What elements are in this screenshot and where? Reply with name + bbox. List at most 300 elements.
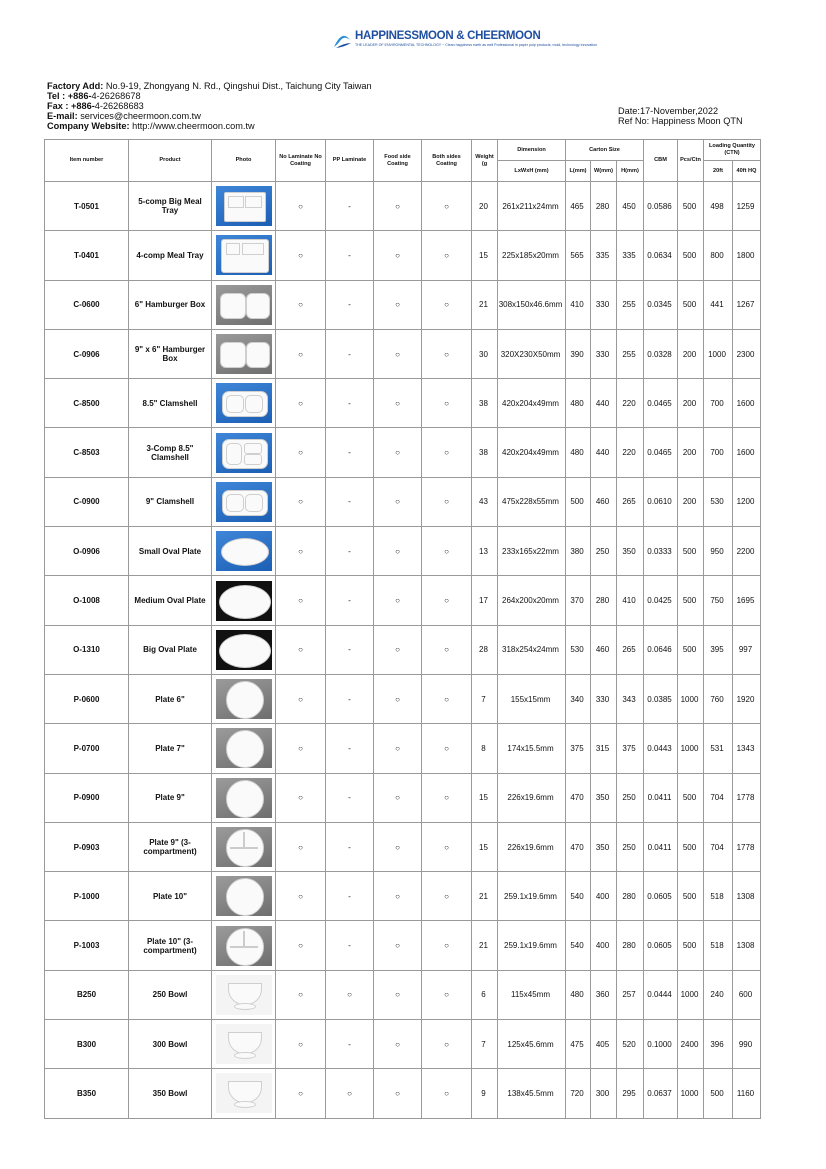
weight-value: 15 bbox=[472, 231, 498, 280]
carton-l-value: 470 bbox=[566, 773, 591, 822]
weight-value: 30 bbox=[472, 329, 498, 378]
food-side-coating-mark: ○ bbox=[374, 822, 422, 871]
both-sides-coating-mark: ○ bbox=[422, 674, 472, 723]
food-side-coating-mark: ○ bbox=[374, 773, 422, 822]
food-side-coating-mark: ○ bbox=[374, 625, 422, 674]
no-laminate-mark: ○ bbox=[276, 724, 326, 773]
cbm-value: 0.0385 bbox=[644, 674, 678, 723]
carton-h-value: 257 bbox=[617, 970, 644, 1019]
no-laminate-mark: ○ bbox=[276, 231, 326, 280]
weight-value: 7 bbox=[472, 1020, 498, 1069]
carton-h-value: 520 bbox=[617, 1020, 644, 1069]
carton-l-value: 565 bbox=[566, 231, 591, 280]
carton-l-value: 390 bbox=[566, 329, 591, 378]
no-laminate-mark: ○ bbox=[276, 625, 326, 674]
header-carton-h: H(mm) bbox=[617, 161, 644, 182]
carton-h-value: 350 bbox=[617, 527, 644, 576]
carton-w-value: 250 bbox=[591, 527, 617, 576]
pp-laminate-mark: - bbox=[326, 773, 374, 822]
weight-value: 9 bbox=[472, 1069, 498, 1118]
carton-h-value: 255 bbox=[617, 280, 644, 329]
header-dimension-sub: LxWxH (mm) bbox=[498, 161, 566, 182]
no-laminate-mark: ○ bbox=[276, 1069, 326, 1118]
dimension-value: 420x204x49mm bbox=[498, 379, 566, 428]
brand-name: HAPPINESSMOON & CHEERMOON bbox=[355, 30, 541, 42]
quote-date: Date:17-November,2022 bbox=[618, 106, 719, 116]
telephone: Tel : +886-4-26268678 bbox=[47, 91, 141, 101]
pp-laminate-mark: - bbox=[326, 231, 374, 280]
product-name: 300 Bowl bbox=[129, 1020, 212, 1069]
table-row bbox=[45, 477, 761, 526]
item-number: B250 bbox=[45, 970, 129, 1019]
no-laminate-mark: ○ bbox=[276, 674, 326, 723]
header-both-sides-coating: Both sides Coating bbox=[422, 140, 472, 182]
header-product: Product bbox=[129, 140, 212, 182]
both-sides-coating-mark: ○ bbox=[422, 527, 472, 576]
loading-20ft-value: 950 bbox=[704, 527, 733, 576]
product-name: Plate 9" (3-compartment) bbox=[129, 822, 212, 871]
cbm-value: 0.0465 bbox=[644, 379, 678, 428]
pp-laminate-mark: - bbox=[326, 182, 374, 231]
photo-cell bbox=[212, 379, 276, 428]
carton-h-value: 220 bbox=[617, 379, 644, 428]
product-name: Plate 6" bbox=[129, 674, 212, 723]
loading-40ft-value: 1160 bbox=[733, 1069, 761, 1118]
weight-value: 8 bbox=[472, 724, 498, 773]
pcs-per-ctn-value: 500 bbox=[678, 773, 704, 822]
loading-40ft-value: 1920 bbox=[733, 674, 761, 723]
carton-l-value: 475 bbox=[566, 1020, 591, 1069]
dimension-value: 125x45.6mm bbox=[498, 1020, 566, 1069]
pp-laminate-mark: - bbox=[326, 477, 374, 526]
quote-ref-no: Ref No: Happiness Moon QTN bbox=[618, 116, 743, 126]
pcs-per-ctn-value: 1000 bbox=[678, 724, 704, 773]
clamshell-photo bbox=[216, 482, 272, 522]
pp-laminate-mark: ○ bbox=[326, 1069, 374, 1118]
item-number: T-0401 bbox=[45, 231, 129, 280]
pp-laminate-mark: - bbox=[326, 822, 374, 871]
header-pcs-per-ctn: Pcs/Ctn bbox=[678, 140, 704, 182]
company-logo bbox=[332, 30, 598, 52]
photo-cell bbox=[212, 773, 276, 822]
weight-value: 13 bbox=[472, 527, 498, 576]
loading-40ft-value: 997 bbox=[733, 625, 761, 674]
weight-value: 20 bbox=[472, 182, 498, 231]
dimension-value: 308x150x46.6mm bbox=[498, 280, 566, 329]
both-sides-coating-mark: ○ bbox=[422, 625, 472, 674]
photo-cell bbox=[212, 724, 276, 773]
food-side-coating-mark: ○ bbox=[374, 674, 422, 723]
loading-40ft-value: 1778 bbox=[733, 822, 761, 871]
loading-20ft-value: 396 bbox=[704, 1020, 733, 1069]
carton-l-value: 480 bbox=[566, 379, 591, 428]
round-plate-photo bbox=[216, 778, 272, 818]
carton-h-value: 265 bbox=[617, 625, 644, 674]
carton-l-value: 720 bbox=[566, 1069, 591, 1118]
carton-l-value: 540 bbox=[566, 872, 591, 921]
carton-w-value: 405 bbox=[591, 1020, 617, 1069]
no-laminate-mark: ○ bbox=[276, 822, 326, 871]
pcs-per-ctn-value: 500 bbox=[678, 625, 704, 674]
header-pp-laminate: PP Laminate bbox=[326, 140, 374, 182]
loading-20ft-value: 500 bbox=[704, 1069, 733, 1118]
item-number: O-1008 bbox=[45, 576, 129, 625]
pp-laminate-mark: - bbox=[326, 576, 374, 625]
food-side-coating-mark: ○ bbox=[374, 379, 422, 428]
food-side-coating-mark: ○ bbox=[374, 576, 422, 625]
photo-cell bbox=[212, 921, 276, 970]
product-name: Plate 7" bbox=[129, 724, 212, 773]
loading-20ft-value: 441 bbox=[704, 280, 733, 329]
item-number: C-0600 bbox=[45, 280, 129, 329]
carton-w-value: 400 bbox=[591, 921, 617, 970]
carton-h-value: 250 bbox=[617, 822, 644, 871]
moon-logo-icon bbox=[332, 31, 352, 49]
pcs-per-ctn-value: 1000 bbox=[678, 1069, 704, 1118]
table-row bbox=[45, 428, 761, 477]
header-carton-l: L(mm) bbox=[566, 161, 591, 182]
no-laminate-mark: ○ bbox=[276, 576, 326, 625]
item-number: C-0906 bbox=[45, 329, 129, 378]
pcs-per-ctn-value: 1000 bbox=[678, 674, 704, 723]
round-plate-3-comp-photo bbox=[216, 926, 272, 966]
weight-value: 21 bbox=[472, 872, 498, 921]
item-number: B350 bbox=[45, 1069, 129, 1118]
food-side-coating-mark: ○ bbox=[374, 231, 422, 280]
header-dimension: Dimension bbox=[498, 140, 566, 161]
item-number: O-1310 bbox=[45, 625, 129, 674]
dimension-value: 475x228x55mm bbox=[498, 477, 566, 526]
carton-h-value: 343 bbox=[617, 674, 644, 723]
loading-40ft-value: 1600 bbox=[733, 428, 761, 477]
loading-40ft-value: 1267 bbox=[733, 280, 761, 329]
dimension-value: 420x204x49mm bbox=[498, 428, 566, 477]
pcs-per-ctn-value: 500 bbox=[678, 527, 704, 576]
dimension-value: 155x15mm bbox=[498, 674, 566, 723]
both-sides-coating-mark: ○ bbox=[422, 1069, 472, 1118]
photo-cell bbox=[212, 625, 276, 674]
photo-cell bbox=[212, 477, 276, 526]
table-row bbox=[45, 674, 761, 723]
both-sides-coating-mark: ○ bbox=[422, 477, 472, 526]
photo-cell bbox=[212, 970, 276, 1019]
round-plate-photo bbox=[216, 728, 272, 768]
pp-laminate-mark: - bbox=[326, 921, 374, 970]
dimension-value: 225x185x20mm bbox=[498, 231, 566, 280]
carton-w-value: 330 bbox=[591, 674, 617, 723]
table-row bbox=[45, 527, 761, 576]
carton-h-value: 280 bbox=[617, 921, 644, 970]
table-row bbox=[45, 625, 761, 674]
table-row bbox=[45, 231, 761, 280]
both-sides-coating-mark: ○ bbox=[422, 970, 472, 1019]
pp-laminate-mark: - bbox=[326, 280, 374, 329]
product-name: 5-comp Big Meal Tray bbox=[129, 182, 212, 231]
loading-40ft-value: 990 bbox=[733, 1020, 761, 1069]
weight-value: 15 bbox=[472, 773, 498, 822]
loading-20ft-value: 498 bbox=[704, 182, 733, 231]
dimension-value: 320X230X50mm bbox=[498, 329, 566, 378]
loading-40ft-value: 1259 bbox=[733, 182, 761, 231]
photo-cell bbox=[212, 182, 276, 231]
no-laminate-mark: ○ bbox=[276, 970, 326, 1019]
bowl-photo bbox=[216, 1024, 272, 1064]
photo-cell bbox=[212, 527, 276, 576]
carton-w-value: 330 bbox=[591, 329, 617, 378]
table-row bbox=[45, 379, 761, 428]
product-name: Big Oval Plate bbox=[129, 625, 212, 674]
pcs-per-ctn-value: 500 bbox=[678, 182, 704, 231]
loading-40ft-value: 1695 bbox=[733, 576, 761, 625]
bowl-photo bbox=[216, 1073, 272, 1113]
website: Company Website: http://www.cheermoon.com.tw bbox=[47, 121, 255, 131]
pp-laminate-mark: - bbox=[326, 329, 374, 378]
pcs-per-ctn-value: 200 bbox=[678, 379, 704, 428]
brand-tagline: THE LEADER OF ENVIRONMENTAL TECHNOLOGY ~ Clean happiness earth as well Professional in paper pulp products, mold, technology innovation bbox=[355, 43, 598, 47]
pcs-per-ctn-value: 500 bbox=[678, 231, 704, 280]
weight-value: 38 bbox=[472, 428, 498, 477]
product-name: 4-comp Meal Tray bbox=[129, 231, 212, 280]
carton-w-value: 400 bbox=[591, 872, 617, 921]
carton-h-value: 250 bbox=[617, 773, 644, 822]
pp-laminate-mark: - bbox=[326, 674, 374, 723]
table-row bbox=[45, 329, 761, 378]
round-plate-photo bbox=[216, 679, 272, 719]
cbm-value: 0.0345 bbox=[644, 280, 678, 329]
product-name: 9" Clamshell bbox=[129, 477, 212, 526]
header-40ft-hq: 40ft HQ bbox=[733, 161, 761, 182]
product-name: 6" Hamburger Box bbox=[129, 280, 212, 329]
photo-cell bbox=[212, 872, 276, 921]
pcs-per-ctn-value: 500 bbox=[678, 280, 704, 329]
carton-h-value: 295 bbox=[617, 1069, 644, 1118]
carton-w-value: 330 bbox=[591, 280, 617, 329]
carton-l-value: 540 bbox=[566, 921, 591, 970]
both-sides-coating-mark: ○ bbox=[422, 379, 472, 428]
item-number: P-0600 bbox=[45, 674, 129, 723]
loading-40ft-value: 1308 bbox=[733, 872, 761, 921]
no-laminate-mark: ○ bbox=[276, 1020, 326, 1069]
table-row bbox=[45, 773, 761, 822]
carton-l-value: 470 bbox=[566, 822, 591, 871]
table-row bbox=[45, 182, 761, 231]
email: E-mail: services@cheermoon.com.tw bbox=[47, 111, 201, 121]
company-info bbox=[47, 81, 372, 131]
carton-l-value: 465 bbox=[566, 182, 591, 231]
food-side-coating-mark: ○ bbox=[374, 1069, 422, 1118]
carton-l-value: 410 bbox=[566, 280, 591, 329]
dimension-value: 138x45.5mm bbox=[498, 1069, 566, 1118]
carton-w-value: 315 bbox=[591, 724, 617, 773]
pcs-per-ctn-value: 2400 bbox=[678, 1020, 704, 1069]
both-sides-coating-mark: ○ bbox=[422, 1020, 472, 1069]
no-laminate-mark: ○ bbox=[276, 527, 326, 576]
header-cbm: CBM bbox=[644, 140, 678, 182]
photo-cell bbox=[212, 1020, 276, 1069]
pcs-per-ctn-value: 200 bbox=[678, 477, 704, 526]
food-side-coating-mark: ○ bbox=[374, 329, 422, 378]
both-sides-coating-mark: ○ bbox=[422, 280, 472, 329]
product-name: Small Oval Plate bbox=[129, 527, 212, 576]
table-row bbox=[45, 872, 761, 921]
quote-reference bbox=[618, 106, 743, 126]
hamburger-box-photo bbox=[216, 334, 272, 374]
loading-20ft-value: 700 bbox=[704, 428, 733, 477]
product-name: Plate 10" bbox=[129, 872, 212, 921]
loading-20ft-value: 704 bbox=[704, 773, 733, 822]
pp-laminate-mark: - bbox=[326, 379, 374, 428]
pcs-per-ctn-value: 500 bbox=[678, 576, 704, 625]
dimension-value: 115x45mm bbox=[498, 970, 566, 1019]
weight-value: 15 bbox=[472, 822, 498, 871]
carton-l-value: 480 bbox=[566, 970, 591, 1019]
item-number: P-0903 bbox=[45, 822, 129, 871]
cbm-value: 0.0411 bbox=[644, 773, 678, 822]
loading-20ft-value: 700 bbox=[704, 379, 733, 428]
table-row bbox=[45, 970, 761, 1019]
carton-w-value: 460 bbox=[591, 477, 617, 526]
pcs-per-ctn-value: 500 bbox=[678, 921, 704, 970]
loading-20ft-value: 240 bbox=[704, 970, 733, 1019]
header-20ft: 20ft bbox=[704, 161, 733, 182]
cbm-value: 0.0465 bbox=[644, 428, 678, 477]
pcs-per-ctn-value: 500 bbox=[678, 822, 704, 871]
carton-h-value: 255 bbox=[617, 329, 644, 378]
loading-20ft-value: 530 bbox=[704, 477, 733, 526]
both-sides-coating-mark: ○ bbox=[422, 724, 472, 773]
product-name: 350 Bowl bbox=[129, 1069, 212, 1118]
product-name: 9" x 6" Hamburger Box bbox=[129, 329, 212, 378]
carton-l-value: 340 bbox=[566, 674, 591, 723]
no-laminate-mark: ○ bbox=[276, 329, 326, 378]
item-number: P-1000 bbox=[45, 872, 129, 921]
carton-h-value: 335 bbox=[617, 231, 644, 280]
product-table bbox=[44, 139, 761, 1119]
pp-laminate-mark: - bbox=[326, 1020, 374, 1069]
table-row bbox=[45, 822, 761, 871]
cbm-value: 0.0411 bbox=[644, 822, 678, 871]
food-side-coating-mark: ○ bbox=[374, 970, 422, 1019]
loading-20ft-value: 760 bbox=[704, 674, 733, 723]
both-sides-coating-mark: ○ bbox=[422, 773, 472, 822]
pp-laminate-mark: - bbox=[326, 724, 374, 773]
cbm-value: 0.0605 bbox=[644, 921, 678, 970]
cbm-value: 0.0637 bbox=[644, 1069, 678, 1118]
carton-h-value: 450 bbox=[617, 182, 644, 231]
header-loading-quantity: Loading Quantity (CTN) bbox=[704, 140, 761, 161]
weight-value: 43 bbox=[472, 477, 498, 526]
food-side-coating-mark: ○ bbox=[374, 872, 422, 921]
pp-laminate-mark: - bbox=[326, 527, 374, 576]
food-side-coating-mark: ○ bbox=[374, 527, 422, 576]
cbm-value: 0.0634 bbox=[644, 231, 678, 280]
weight-value: 17 bbox=[472, 576, 498, 625]
item-number: T-0501 bbox=[45, 182, 129, 231]
tray-5-comp-photo bbox=[216, 186, 272, 226]
carton-w-value: 460 bbox=[591, 625, 617, 674]
item-number: P-0700 bbox=[45, 724, 129, 773]
loading-20ft-value: 531 bbox=[704, 724, 733, 773]
loading-20ft-value: 1000 bbox=[704, 329, 733, 378]
cbm-value: 0.0646 bbox=[644, 625, 678, 674]
photo-cell bbox=[212, 1069, 276, 1118]
oval-plate-photo bbox=[216, 531, 272, 571]
oval-plate-photo bbox=[216, 581, 272, 621]
food-side-coating-mark: ○ bbox=[374, 428, 422, 477]
weight-value: 21 bbox=[472, 921, 498, 970]
loading-40ft-value: 1600 bbox=[733, 379, 761, 428]
loading-40ft-value: 1308 bbox=[733, 921, 761, 970]
tray-4-comp-photo bbox=[216, 235, 272, 275]
pp-laminate-mark: - bbox=[326, 625, 374, 674]
cbm-value: 0.0333 bbox=[644, 527, 678, 576]
carton-w-value: 440 bbox=[591, 379, 617, 428]
no-laminate-mark: ○ bbox=[276, 921, 326, 970]
pp-laminate-mark: - bbox=[326, 872, 374, 921]
pcs-per-ctn-value: 200 bbox=[678, 428, 704, 477]
weight-value: 21 bbox=[472, 280, 498, 329]
loading-20ft-value: 800 bbox=[704, 231, 733, 280]
carton-l-value: 375 bbox=[566, 724, 591, 773]
loading-20ft-value: 750 bbox=[704, 576, 733, 625]
header-weight: Weight (g bbox=[472, 140, 498, 182]
pp-laminate-mark: ○ bbox=[326, 970, 374, 1019]
dimension-value: 226x19.6mm bbox=[498, 822, 566, 871]
clamshell-photo bbox=[216, 383, 272, 423]
product-name: Plate 10" (3-compartment) bbox=[129, 921, 212, 970]
photo-cell bbox=[212, 674, 276, 723]
bowl-photo bbox=[216, 975, 272, 1015]
carton-w-value: 280 bbox=[591, 576, 617, 625]
dimension-value: 174x15.5mm bbox=[498, 724, 566, 773]
food-side-coating-mark: ○ bbox=[374, 724, 422, 773]
food-side-coating-mark: ○ bbox=[374, 182, 422, 231]
header-carton-size: Carton Size bbox=[566, 140, 644, 161]
pcs-per-ctn-value: 1000 bbox=[678, 970, 704, 1019]
item-number: P-0900 bbox=[45, 773, 129, 822]
pcs-per-ctn-value: 500 bbox=[678, 872, 704, 921]
product-name: 3-Comp 8.5" Clamshell bbox=[129, 428, 212, 477]
photo-cell bbox=[212, 329, 276, 378]
weight-value: 28 bbox=[472, 625, 498, 674]
cbm-value: 0.0610 bbox=[644, 477, 678, 526]
photo-cell bbox=[212, 576, 276, 625]
table-row bbox=[45, 1069, 761, 1118]
pp-laminate-mark: - bbox=[326, 428, 374, 477]
both-sides-coating-mark: ○ bbox=[422, 872, 472, 921]
loading-20ft-value: 518 bbox=[704, 872, 733, 921]
both-sides-coating-mark: ○ bbox=[422, 428, 472, 477]
dimension-value: 226x19.6mm bbox=[498, 773, 566, 822]
no-laminate-mark: ○ bbox=[276, 280, 326, 329]
pcs-per-ctn-value: 200 bbox=[678, 329, 704, 378]
table-row bbox=[45, 921, 761, 970]
table-row bbox=[45, 1020, 761, 1069]
carton-w-value: 280 bbox=[591, 182, 617, 231]
carton-l-value: 370 bbox=[566, 576, 591, 625]
hamburger-box-photo bbox=[216, 285, 272, 325]
carton-h-value: 280 bbox=[617, 872, 644, 921]
carton-h-value: 375 bbox=[617, 724, 644, 773]
carton-l-value: 380 bbox=[566, 527, 591, 576]
photo-cell bbox=[212, 231, 276, 280]
item-number: P-1003 bbox=[45, 921, 129, 970]
both-sides-coating-mark: ○ bbox=[422, 329, 472, 378]
both-sides-coating-mark: ○ bbox=[422, 921, 472, 970]
loading-40ft-value: 2200 bbox=[733, 527, 761, 576]
table-row bbox=[45, 724, 761, 773]
photo-cell bbox=[212, 822, 276, 871]
